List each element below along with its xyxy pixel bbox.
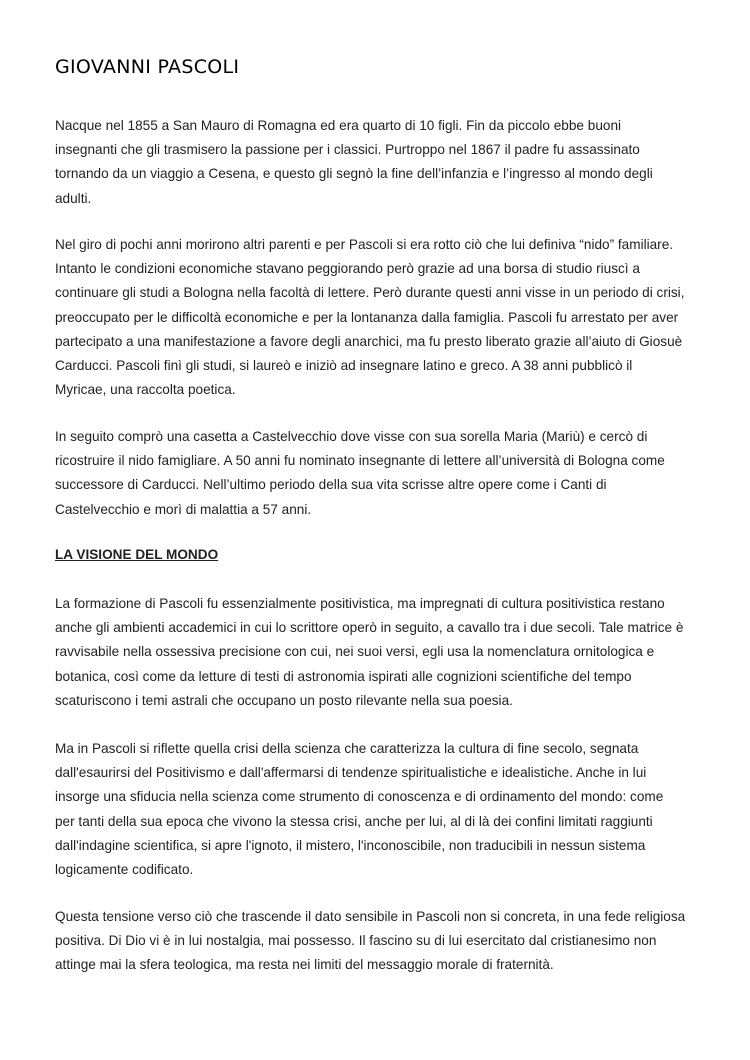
paragraph-studies <box>55 233 700 402</box>
text-line: insegnanti che gli trasmisero la passione per i classici. Purtroppo nel 1867 il padre fu assassinato <box>55 142 640 158</box>
text-line: Carducci. Pascoli finì gli studi, si laureò e iniziò ad insegnare latino e greco. A 38 anni pubblicò il <box>55 358 633 374</box>
text-line: continuare gli studi a Bologna nella facoltà di lettere. Però durante questi anni visse in un periodo di crisi, <box>55 285 685 301</box>
text-line: dall'esaurirsi del Positivismo e dall'affermarsi di tendenze spiritualistiche e idealistiche. Anche in lui <box>55 765 647 781</box>
text-line: successore di Carducci. Nell’ultimo periodo della sua vita scrisse altre opere come i Canti di <box>55 477 607 493</box>
text-line: scaturiscono i temi astrali che occupano un posto rilevante nella sua poesia. <box>55 692 513 708</box>
text-line: ricostruire il nido famigliare. A 50 anni fu nominato insegnante di lettere all’università di Bologna come <box>55 453 665 469</box>
text-line: Ma in Pascoli si riflette quella crisi della scienza che caratterizza la cultura di fine secolo, segnata <box>55 741 639 756</box>
text-line: insorge una sfiducia nella scienza come strumento di conoscenza e di ordinamento del mondo: come <box>55 789 664 805</box>
text-line: adulti. <box>55 190 92 206</box>
text-line: Intanto le condizioni economiche stavano peggiorando però grazie ad una borsa di studio riuscì a <box>55 261 640 277</box>
text-line: partecipato a una manifestazione a favore degli anarchici, ma fu presto liberato grazie all’aiuto di Giosuè <box>55 333 683 349</box>
document-title: GIOVANNI PASCOLI <box>55 56 240 78</box>
paragraph-science-crisis <box>55 737 700 882</box>
text-line: Castelvecchio e morì di malattia a 57 anni. <box>55 501 312 517</box>
text-line: In seguito comprò una casetta a Castelvecchio dove visse con sua sorella Maria (Mariù) e cercò di <box>55 429 648 444</box>
text-line: Nel giro di pochi anni morirono altri parenti e per Pascoli si era rotto ciò che lui definiva “nido” familiare. <box>55 237 674 252</box>
text-line: positiva. Di Dio vi è in lui nostalgia, mai possesso. Il fascino su di lui esercitato dal cristianesimo non <box>55 933 657 949</box>
section-heading: LA VISIONE DEL MONDO <box>55 547 219 562</box>
text-line: preoccupato per le difficoltà economiche e per la lontananza dalla famiglia. Pascoli fu arrestato per aver <box>55 309 679 325</box>
text-line: Questa tensione verso ciò che trascende il dato sensibile in Pascoli non si concreta, in una fede religiosa <box>55 909 686 924</box>
paragraph-religion <box>55 905 700 978</box>
text-line: ravvisabile nella ossessiva precisione con cui, nei suoi versi, egli usa la nomenclatura ornitologica e <box>55 644 655 660</box>
paragraph-castelvecchio <box>55 425 700 522</box>
text-line: attinge mai la sfera teologica, ma resta nei limiti del messaggio morale di fraternità. <box>55 957 554 973</box>
text-line: La formazione di Pascoli fu essenzialmente positivistica, ma impregnati di cultura positivistica restano <box>55 596 665 611</box>
text-line: Myricae, una raccolta poetica. <box>55 382 236 398</box>
text-line: tornando da un viaggio a Cesena, e questo gli segnò la fine dell’infanzia e l’ingresso al mondo degli <box>55 166 653 182</box>
paragraph-birth <box>55 114 700 211</box>
text-line: per tanti della sua epoca che vivono la stessa crisi, anche per lui, al di là dei confini limitati raggiunti <box>55 813 653 829</box>
text-line: botanica, così come da letture di testi di astronomia ispirati alle cognizioni scientifiche del tempo <box>55 668 632 684</box>
text-line: logicamente codificato. <box>55 862 194 878</box>
text-line: dall'indagine scientifica, si apre l'ignoto, il mistero, l'inconoscibile, non traducibili in nessun sistema <box>55 837 646 853</box>
text-line: anche gli ambienti accademici in cui lo scrittore operò in seguito, a cavallo tra i due secoli. Tale matrice è <box>55 620 684 636</box>
text-line: Nacque nel 1855 a San Mauro di Romagna ed era quarto di 10 figli. Fin da piccolo ebbe buoni <box>55 118 622 133</box>
paragraph-positivism <box>55 592 700 713</box>
